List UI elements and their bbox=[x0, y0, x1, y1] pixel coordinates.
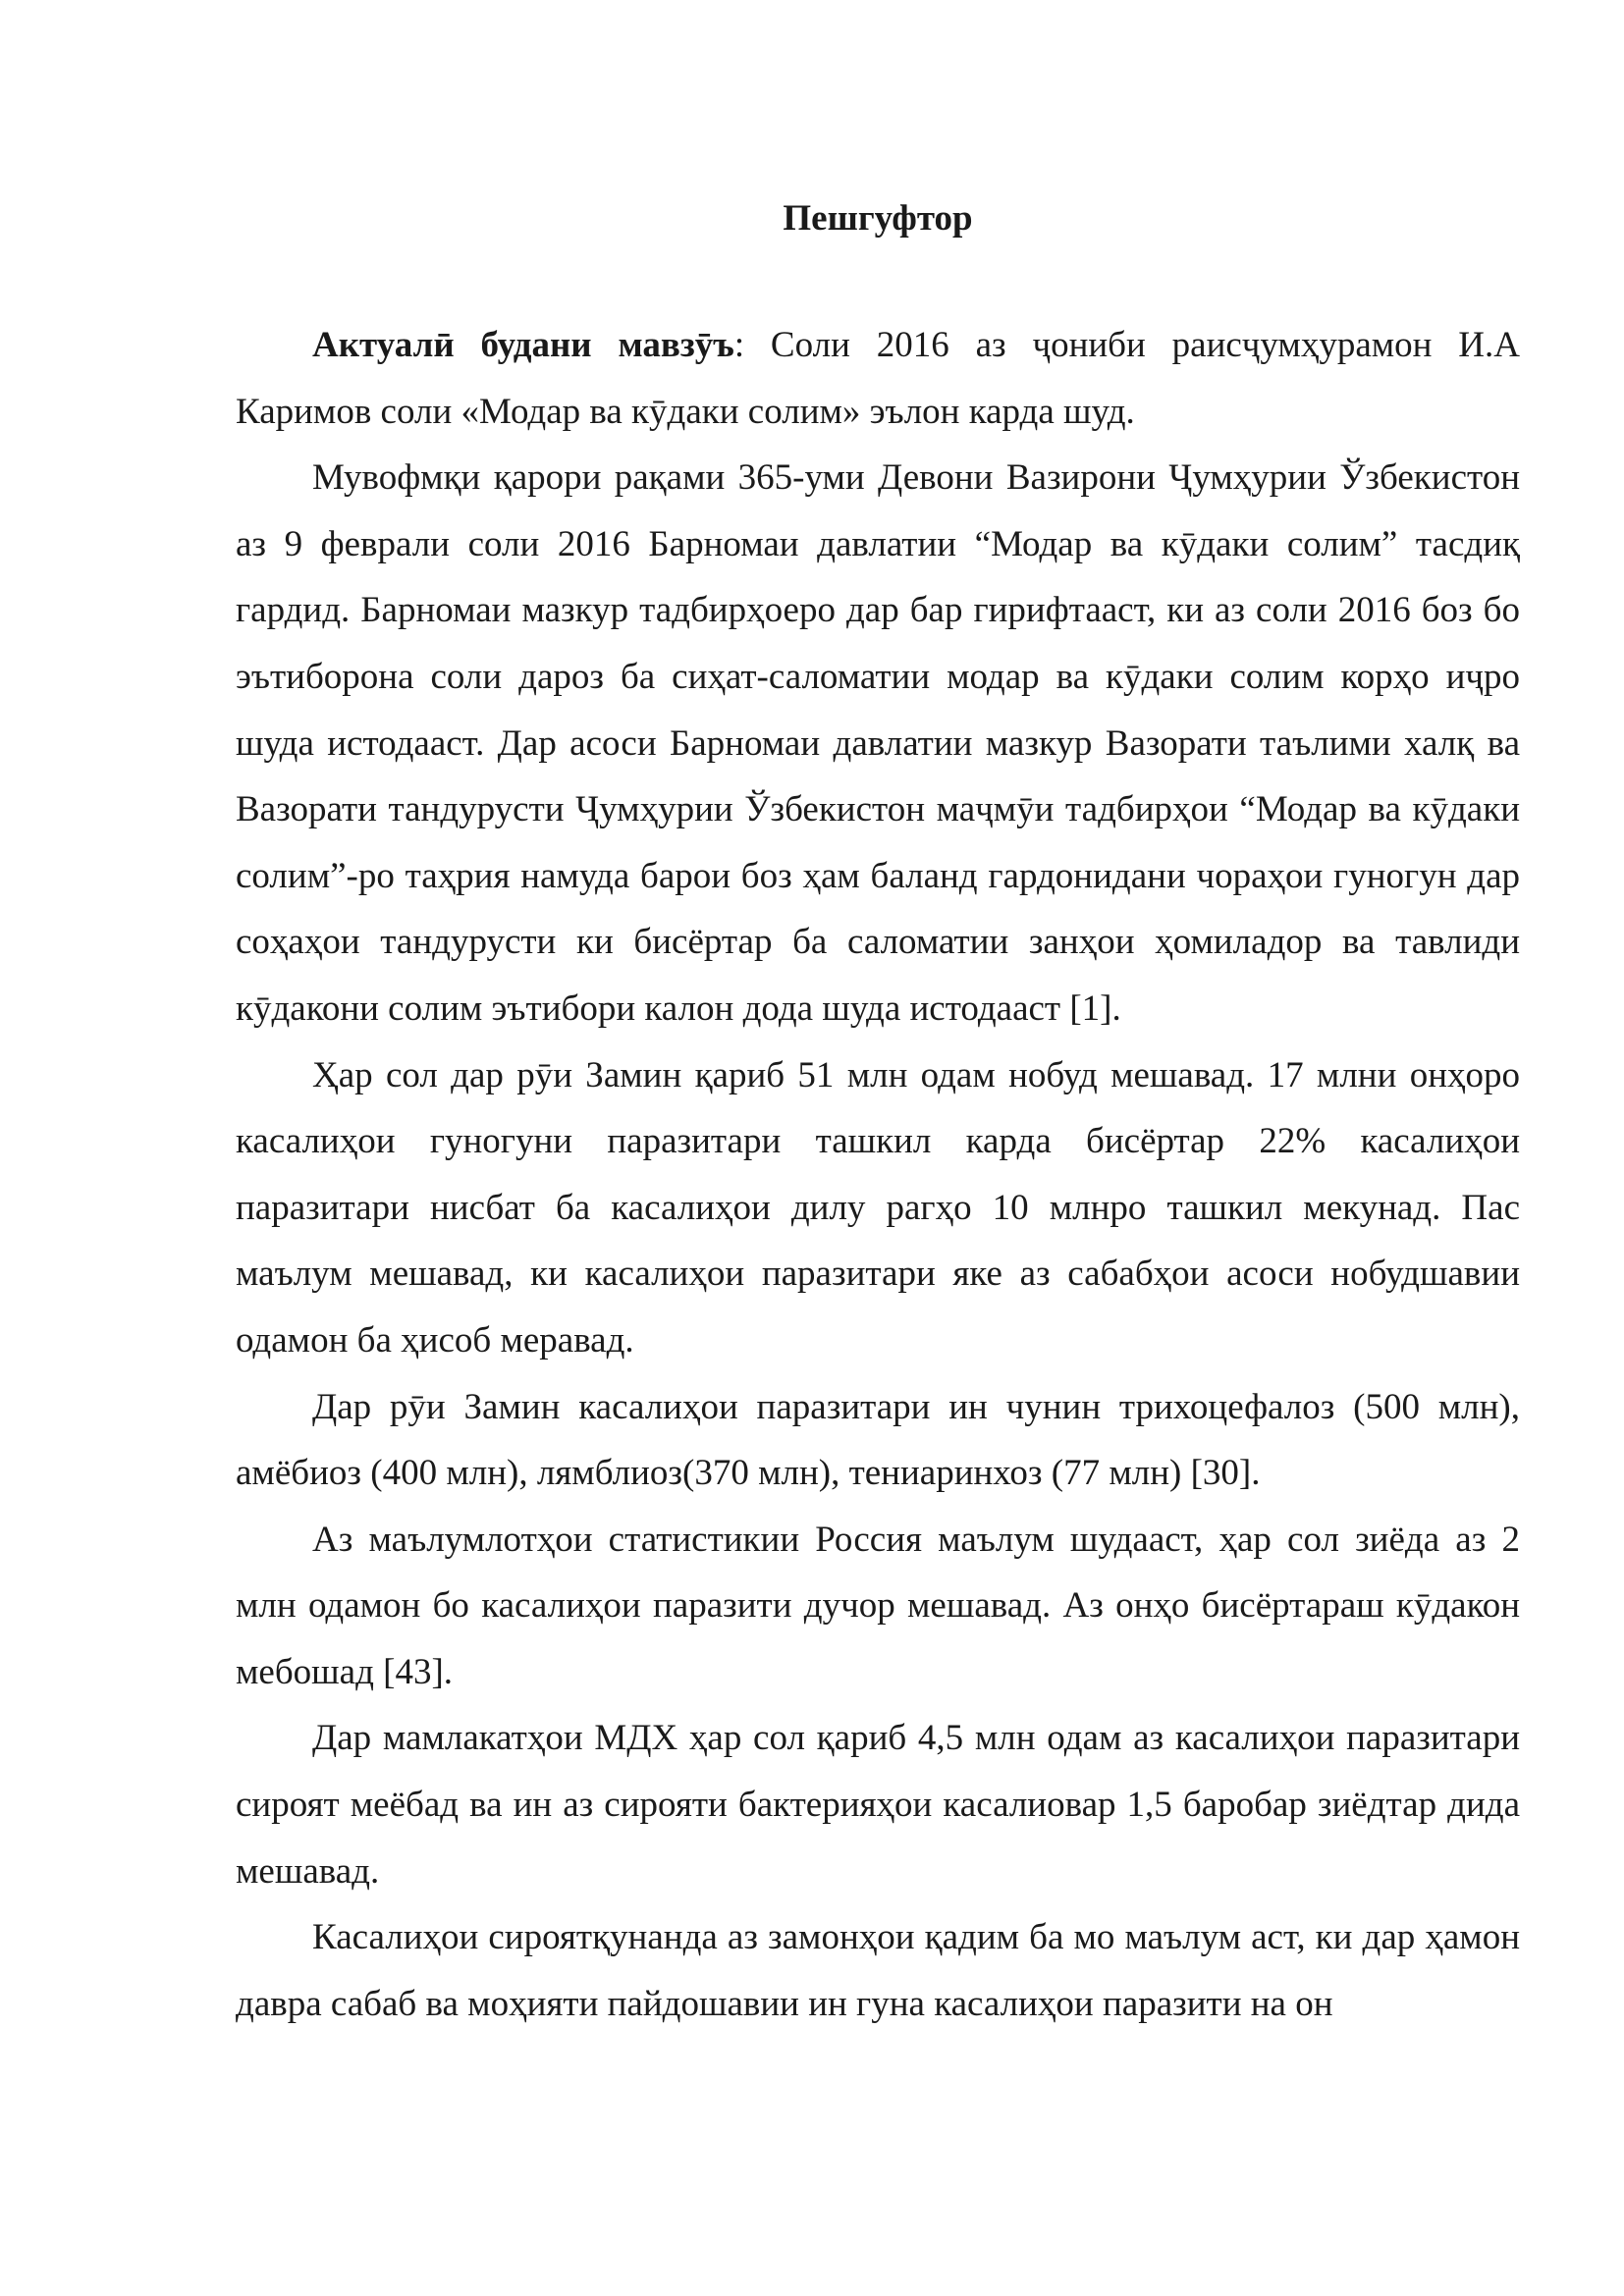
body-paragraph: Дар рӯи Замин касалиҳои паразитари ин чунин трихоцефалоз (500 млн), амёбиоз (400 млн), лямблиоз(370 млн), тениаринхоз (77 млн) [30]. bbox=[236, 1386, 1520, 1494]
document-page bbox=[236, 192, 1520, 2037]
body-paragraph: Касалиҳои сироятқунанда аз замонҳои қадим ба мо маълум аст, ки дар ҳамон давра сабаб ва моҳияти пайдошавии ин гуна касалиҳои паразити на он bbox=[236, 1917, 1520, 2024]
intro-lead-bold: Актуалӣ будани мавзӯъ bbox=[312, 325, 734, 365]
body-paragraph: Мувофмқи қарори рақами 365-уми Девони Вазирони Ҷумҳурии Ўзбекистон аз 9 феврали соли 2016 Барномаи давлатии “Модар ва кӯдаки солим” тасдиқ гардид. Барномаи мазкур тадбирҳоеро дар бар гирифтааст, ки аз соли 2016 боз бо эътиборона соли дароз ба сиҳат-саломатии модар ва кӯдаки солим корҳо иҷро шуда истодааст. Дар асоси Барномаи давлатии мазкур Вазорати таълими халқ ва Вазорати тандурусти Ҷумҳурии Ўзбекистон маҷмӯи тадбирҳои “Модар ва кӯдаки солим”-ро таҳрия намуда барои боз ҳам баланд гардонидани чораҳои гуногун дар соҳаҳои тандурусти ки бисёртар ба саломатии занҳои ҳомиладор ва тавлиди кӯдакони солим эътибори калон дода шуда истодааст [1]. bbox=[236, 457, 1520, 1029]
intro-paragraph bbox=[236, 312, 1520, 445]
page-title: Пешгуфтор bbox=[783, 198, 973, 239]
body-paragraph: Дар мамлакатҳои МДХ ҳар сол қариб 4,5 млн одам аз касалиҳои паразитари сироят меёбад ва ин аз сирояти бактерияҳои касалиовар 1,5 баробар зиёдтар дида мешавад. bbox=[236, 1718, 1520, 1892]
body-paragraph: Ҳар сол дар рӯи Замин қариб 51 млн одам нобуд мешавад. 17 млни онҳоро касалиҳои гуногуни паразитари ташкил карда бисёртар 22% касалиҳои паразитари нисбат ба касалиҳои дилу рагҳо 10 млнро ташкил мекунад. Пас маълум мешавад, ки касалиҳои паразитари яке аз сабабҳои асоси нобудшавии одамон ба ҳисоб меравад. bbox=[236, 1054, 1520, 1361]
intro-lead-text: : Соли 2016 аз ҷониби раисҷумҳурамон И.А Каримов соли «Модар ва кӯдаки солим» эълон карда шуд. bbox=[236, 325, 1520, 432]
body-paragraph: Аз маълумлотҳои статистикии Россия маълум шудааст, ҳар сол зиёда аз 2 млн одамон бо касалиҳои паразити дучор мешавад. Аз онҳо бисёртараш кӯдакон мебошад [43]. bbox=[236, 1519, 1520, 1692]
